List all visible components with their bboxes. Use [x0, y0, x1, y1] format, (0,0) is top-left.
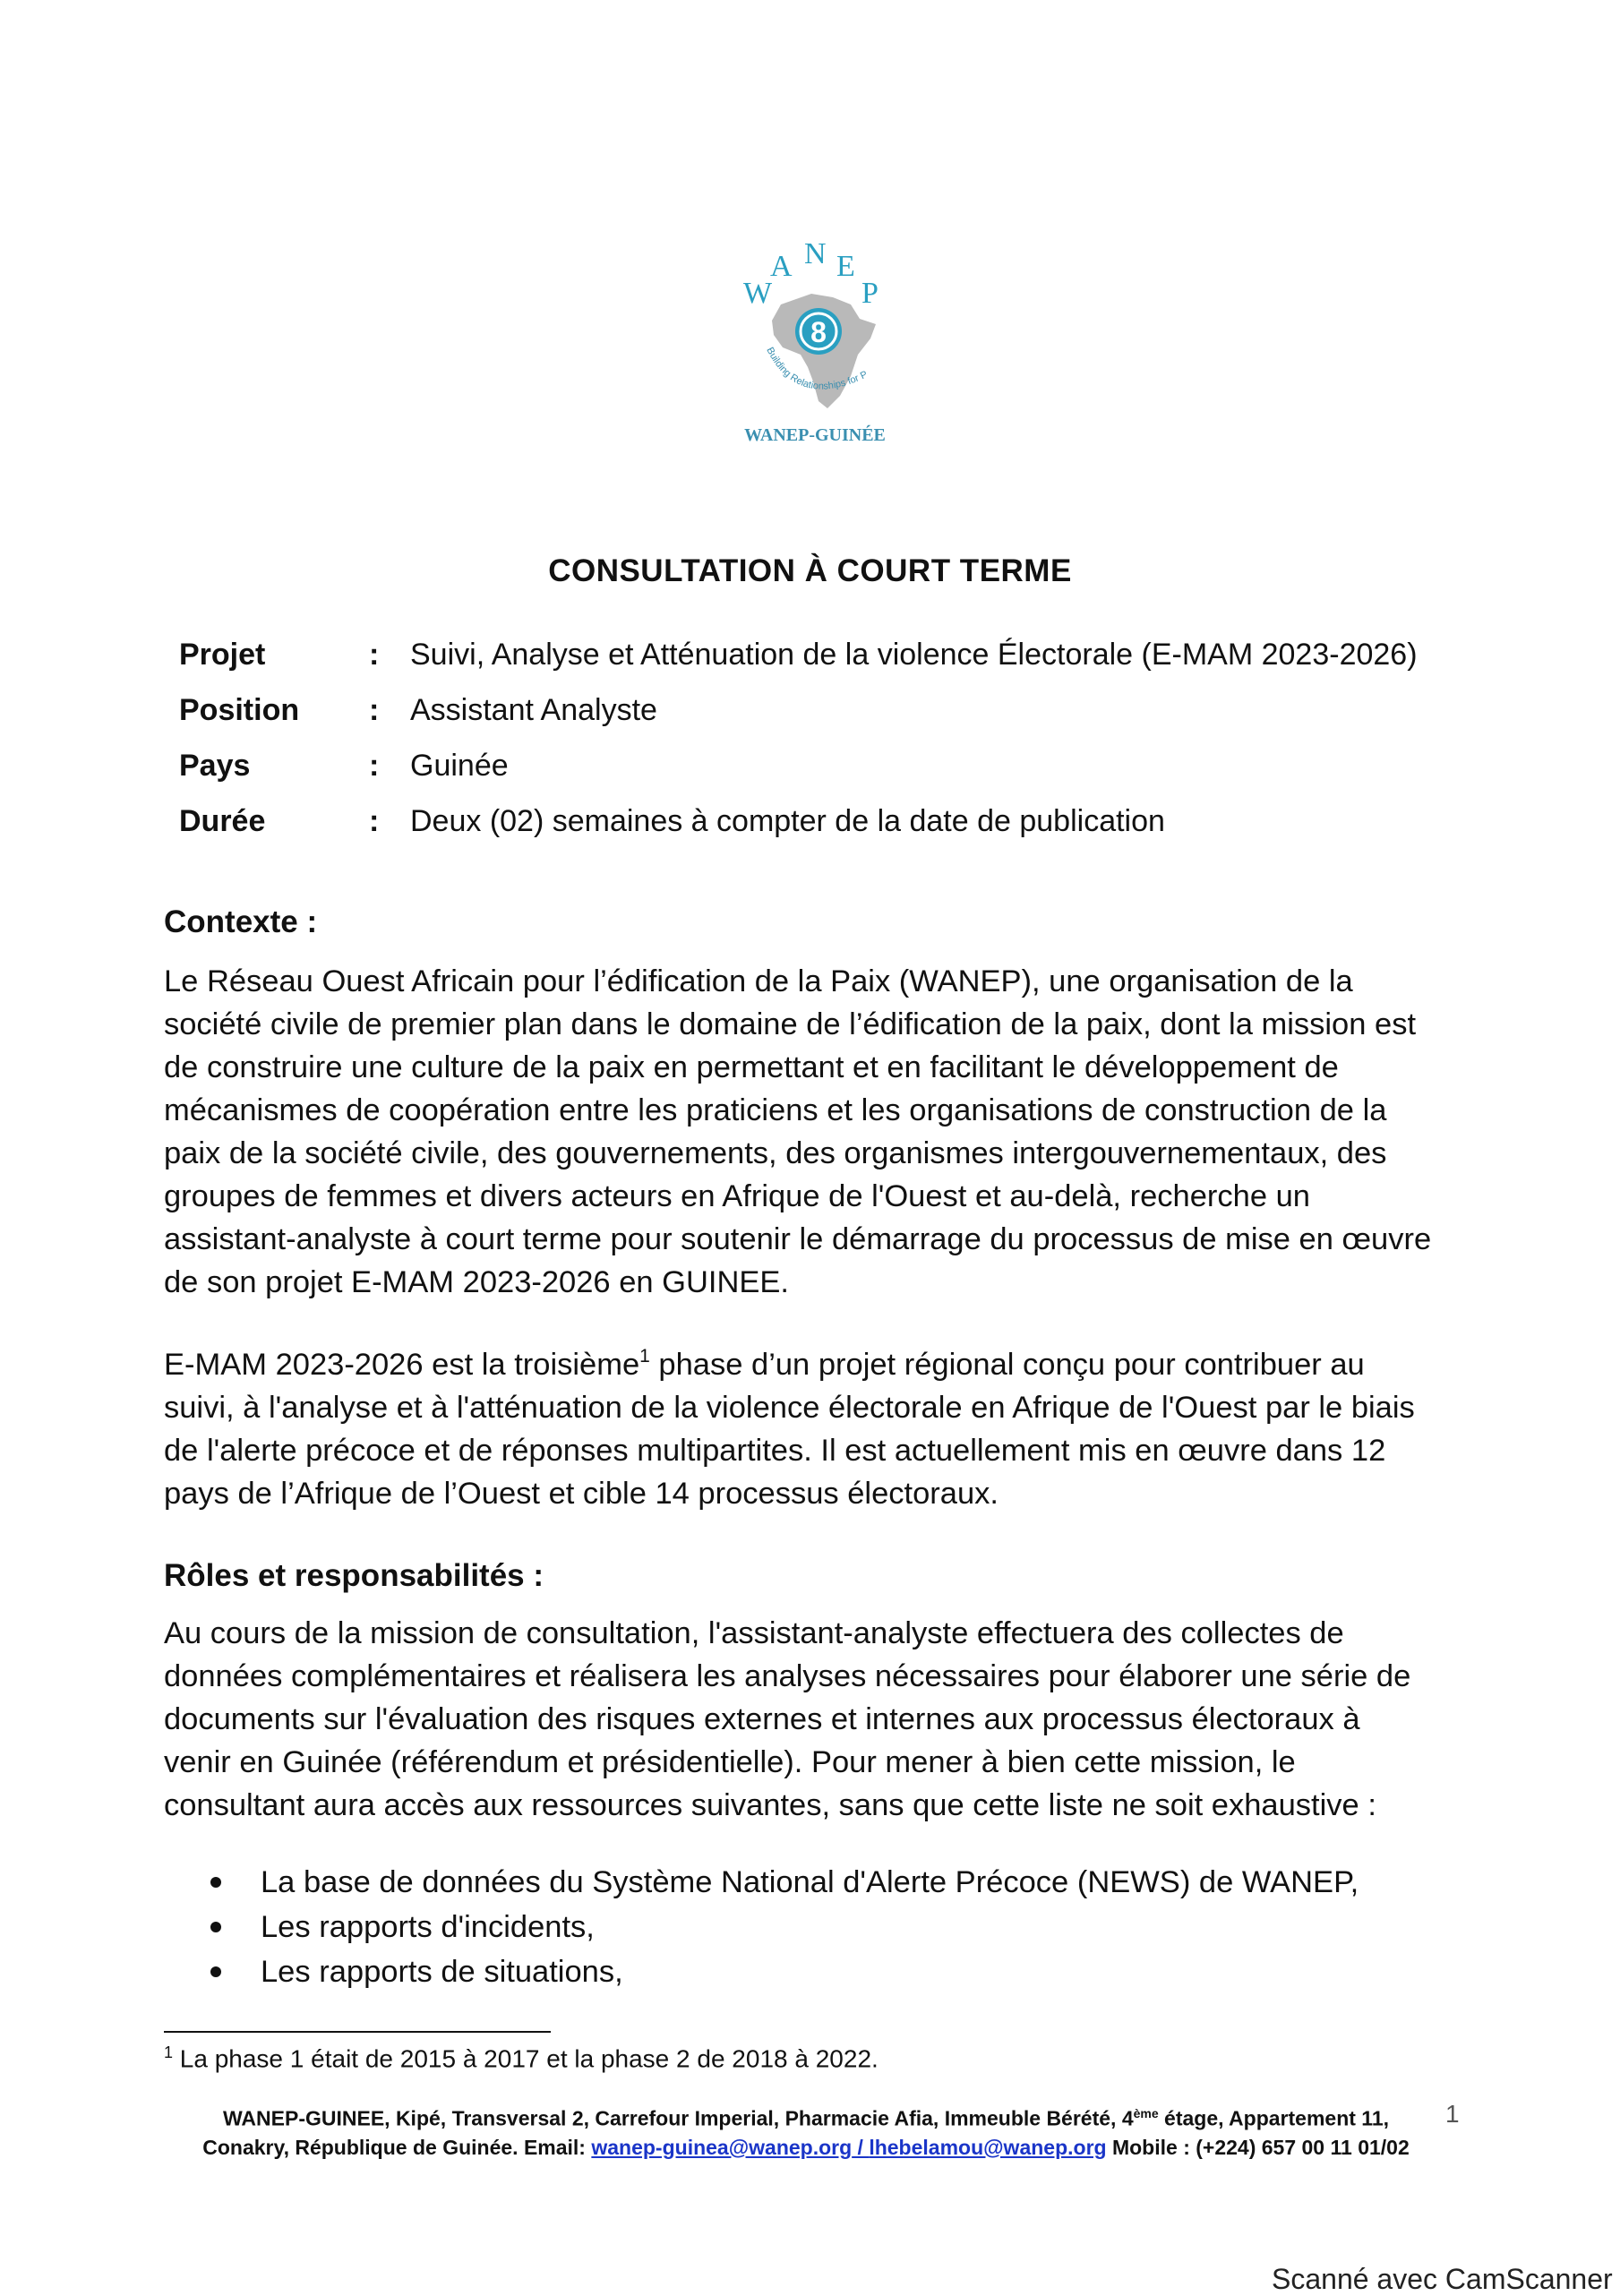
text-line: venir en Guinée (référendum et présidentielle). Pour mener à bien cette mission, le — [164, 1745, 1296, 1779]
text-line: paix de la société civile, des gouvernements, des organismes intergouvernementaux, des — [164, 1136, 1387, 1170]
info-value: Deux (02) semaines à compter de la date de publication — [410, 804, 1165, 838]
info-separator: : — [369, 638, 380, 672]
info-value: Suivi, Analyse et Atténuation de la violence Électorale (E-MAM 2023-2026) — [410, 638, 1418, 672]
info-row-projet — [179, 638, 1451, 691]
text-line: documents sur l'évaluation des risques externes et internes aux processus électoraux à — [164, 1702, 1360, 1736]
scanner-watermark: Scanné avec CamScanner — [1272, 2263, 1613, 2295]
footer-line-2 — [125, 2133, 1487, 2162]
wanep-logo — [725, 242, 904, 448]
text-line: mécanismes de coopération entre les praticiens et les organisations de construction de la — [164, 1093, 1387, 1127]
bullet-icon — [210, 1877, 221, 1888]
svg-text:8: 8 — [810, 316, 827, 348]
footnote-ref: 1 — [639, 1346, 650, 1366]
info-value: Guinée — [410, 749, 509, 783]
text-line: pays de l’Afrique de l’Ouest et cible 14 processus électoraux. — [164, 1477, 999, 1511]
info-separator: : — [369, 749, 380, 783]
footer-address — [125, 2099, 1487, 2162]
contexte-section — [164, 904, 317, 940]
page-title: CONSULTATION À COURT TERME — [548, 553, 1072, 588]
footer-sup: ème — [1133, 2106, 1159, 2120]
contexte-paragraph-1 — [164, 960, 1461, 1304]
email-link-1[interactable]: wanep-guinea@wanep.org — [591, 2135, 853, 2159]
contexte-heading: Contexte : — [164, 904, 318, 939]
text-line: groupes de femmes et divers acteurs en Afrique de l'Ouest et au-delà, recherche un — [164, 1179, 1310, 1213]
roles-section — [164, 1558, 544, 1594]
text-line: de construire une culture de la paix en permettant et en facilitant le développement de — [164, 1050, 1339, 1084]
info-row-duree — [179, 804, 1451, 858]
text-line: suivi, à l'analyse et à l'atténuation de la violence électorale en Afrique de l'Ouest par le biais — [164, 1391, 1415, 1425]
list-item-text: La base de données du Système National d'Alerte Précoce (NEWS) de WANEP, — [261, 1865, 1359, 1899]
footer-text: Mobile : (+224) 657 00 11 01/02 — [1106, 2135, 1410, 2159]
email-link-2[interactable]: lhebelamou@wanep.org — [869, 2135, 1107, 2159]
footer-line-1 — [125, 2099, 1487, 2133]
info-row-pays — [179, 749, 1451, 802]
text-line: consultant aura accès aux ressources suivantes, sans que cette liste ne soit exhaustive : — [164, 1788, 1376, 1822]
logo-caption: WANEP-GUINÉE — [744, 425, 886, 445]
text-line — [164, 1343, 1461, 1386]
contexte-paragraph-2 — [164, 1343, 1461, 1515]
footnote-text: La phase 1 était de 2015 à 2017 et la phase 2 de 2018 à 2022. — [173, 2044, 879, 2073]
footer-text: WANEP-GUINEE, Kipé, Transversal 2, Carrefour Imperial, Pharmacie Afia, Immeuble Bérété, 4 — [222, 2106, 1134, 2130]
page-number: 1 — [1445, 2100, 1460, 2128]
info-label: Pays — [179, 749, 251, 783]
info-row-position — [179, 693, 1451, 747]
list-item — [164, 1861, 1461, 1906]
list-item — [164, 1906, 1461, 1950]
email-separator: / — [852, 2135, 870, 2159]
text-line: assistant-analyste à court terme pour soutenir le démarrage du processus de mise en œuvre — [164, 1222, 1432, 1256]
list-item — [164, 1950, 1461, 1995]
info-value: Assistant Analyste — [410, 693, 657, 727]
roles-heading: Rôles et responsabilités : — [164, 1558, 544, 1593]
bullet-icon — [210, 1966, 221, 1977]
bullet-icon — [210, 1922, 221, 1932]
footer-text: étage, Appartement 11, — [1158, 2106, 1390, 2130]
info-label: Durée — [179, 804, 266, 838]
text-line: de l'alerte précoce et de réponses multipartites. Il est actuellement mis en œuvre dans 12 — [164, 1434, 1386, 1468]
text-line: Le Réseau Ouest Africain pour l’édification de la Paix (WANEP), une organisation de la — [164, 964, 1353, 998]
footer-text: Conakry, République de Guinée. Email: — [202, 2135, 592, 2159]
resources-list — [164, 1861, 1461, 1995]
logo-letters: WA N EP — [743, 242, 879, 310]
text-line: de son projet E-MAM 2023-2026 en GUINEE. — [164, 1265, 790, 1299]
info-separator: : — [369, 693, 380, 727]
footnote — [164, 2043, 879, 2073]
list-item-text: Les rapports de situations, — [261, 1955, 623, 1989]
list-item-text: Les rapports d'incidents, — [261, 1910, 595, 1944]
text-span: phase d’un projet régional conçu pour contribuer au — [649, 1348, 1365, 1382]
footnote-divider — [164, 2031, 551, 2033]
logo-tagline: Building Relationships for P — [764, 346, 870, 392]
text-line: société civile de premier plan dans le domaine de l’édification de la paix, dont la mission est — [164, 1007, 1417, 1041]
info-label: Position — [179, 693, 300, 727]
footnote-marker: 1 — [164, 2043, 174, 2061]
info-separator: : — [369, 804, 380, 838]
roles-paragraph — [164, 1612, 1461, 1827]
text-line: données complémentaires et réalisera les analyses nécessaires pour élaborer une série de — [164, 1659, 1411, 1693]
info-label: Projet — [179, 638, 266, 672]
text-line: Au cours de la mission de consultation, l'assistant-analyste effectuera des collectes de — [164, 1616, 1344, 1650]
text-span: E-MAM 2023-2026 est la troisième — [164, 1348, 640, 1382]
